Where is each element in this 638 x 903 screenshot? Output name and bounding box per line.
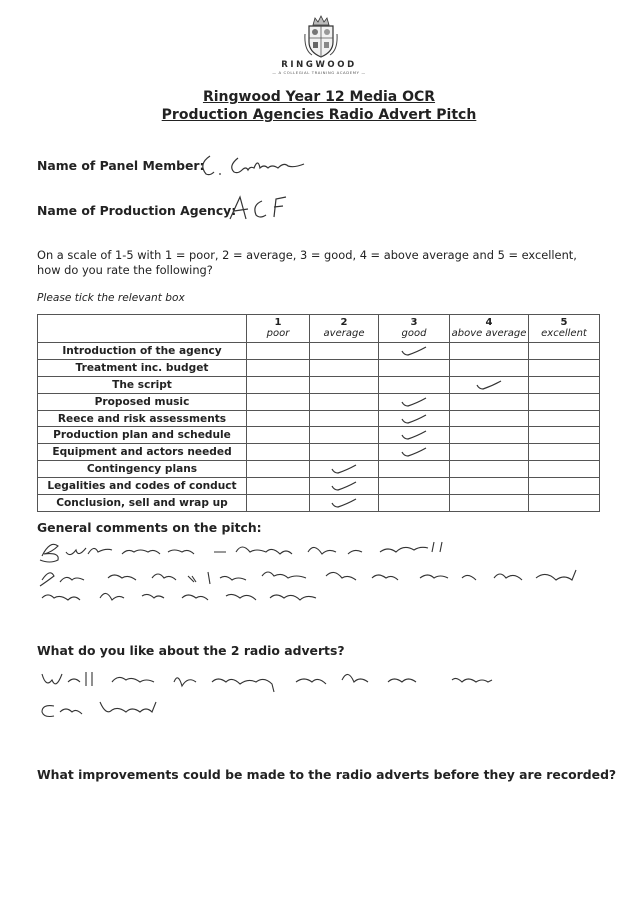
rating-cell-3[interactable] xyxy=(379,495,450,512)
rating-cell-3[interactable] xyxy=(379,461,450,478)
rating-row-label: Conclusion, sell and wrap up xyxy=(38,495,247,512)
rating-row xyxy=(38,444,600,461)
rating-cell-3[interactable] xyxy=(379,427,450,444)
rating-cell-5[interactable] xyxy=(529,343,600,360)
rating-cell-2[interactable] xyxy=(310,343,379,360)
rating-cell-3[interactable] xyxy=(379,444,450,461)
likes-heading: What do you like about the 2 radio adverts? xyxy=(37,643,345,658)
rating-cell-2[interactable] xyxy=(310,444,379,461)
rating-cell-2[interactable] xyxy=(310,410,379,427)
rating-cell-4[interactable] xyxy=(450,410,529,427)
rating-row-label: Introduction of the agency xyxy=(38,343,247,360)
rating-cell-1[interactable] xyxy=(247,495,310,512)
checkmark-icon xyxy=(329,496,359,510)
rating-cell-2[interactable] xyxy=(310,393,379,410)
rating-row-label: Contingency plans xyxy=(38,461,247,478)
rating-row xyxy=(38,478,600,495)
rating-row xyxy=(38,461,600,478)
header-col-4: 4 above average xyxy=(450,315,529,343)
rating-cell-4[interactable] xyxy=(450,461,529,478)
rating-cell-4[interactable] xyxy=(450,427,529,444)
rating-row-label: Production plan and schedule xyxy=(38,427,247,444)
rating-cell-4[interactable] xyxy=(450,359,529,376)
improvements-heading: What improvements could be made to the radio adverts before they are recorded? xyxy=(37,767,617,782)
checkmark-icon xyxy=(399,445,429,459)
rating-cell-3[interactable] xyxy=(379,343,450,360)
general-comments-heading: General comments on the pitch: xyxy=(37,520,262,535)
rating-cell-2[interactable] xyxy=(310,478,379,495)
rating-header-row xyxy=(38,315,600,343)
rating-cell-1[interactable] xyxy=(247,461,310,478)
rating-cell-3[interactable] xyxy=(379,376,450,393)
rating-cell-5[interactable] xyxy=(529,376,600,393)
school-tagline: — A COLLEGIAL TRAINING ACADEMY — xyxy=(272,70,366,75)
rating-cell-5[interactable] xyxy=(529,393,600,410)
rating-row-label: Proposed music xyxy=(38,393,247,410)
checkmark-icon xyxy=(399,412,429,426)
rating-cell-2[interactable] xyxy=(310,427,379,444)
rating-cell-1[interactable] xyxy=(247,359,310,376)
tick-instruction: Please tick the relevant box xyxy=(37,292,185,304)
checkmark-icon xyxy=(329,479,359,493)
header-col-1: 1 poor xyxy=(247,315,310,343)
header-col-3: 3 good xyxy=(379,315,450,343)
checkmark-icon xyxy=(474,378,504,392)
rating-cell-3[interactable] xyxy=(379,410,450,427)
rating-cell-1[interactable] xyxy=(247,478,310,495)
rating-cell-5[interactable] xyxy=(529,410,600,427)
likes-handwriting xyxy=(36,666,516,726)
rating-cell-5[interactable] xyxy=(529,478,600,495)
rating-cell-1[interactable] xyxy=(247,444,310,461)
rating-cell-5[interactable] xyxy=(529,427,600,444)
rating-row xyxy=(38,410,600,427)
rating-table xyxy=(37,314,600,512)
rating-row-label: The script xyxy=(38,376,247,393)
rating-cell-3[interactable] xyxy=(379,393,450,410)
form-subtitle: Production Agencies Radio Advert Pitch xyxy=(161,107,477,123)
rating-table-body xyxy=(38,343,600,512)
rating-row-label: Treatment inc. budget xyxy=(38,359,247,376)
rating-cell-5[interactable] xyxy=(529,444,600,461)
checkmark-icon xyxy=(399,395,429,409)
checkmark-icon xyxy=(399,428,429,442)
rating-cell-4[interactable] xyxy=(450,393,529,410)
rating-cell-2[interactable] xyxy=(310,376,379,393)
header-blank-cell xyxy=(38,315,247,343)
rating-cell-5[interactable] xyxy=(529,359,600,376)
rating-row xyxy=(38,359,600,376)
rating-cell-1[interactable] xyxy=(247,393,310,410)
rating-cell-1[interactable] xyxy=(247,376,310,393)
rating-cell-5[interactable] xyxy=(529,461,600,478)
rating-cell-2[interactable] xyxy=(310,359,379,376)
scale-instruction-line1: On a scale of 1-5 with 1 = poor, 2 = average, 3 = good, 4 = above average and 5 = excellent, xyxy=(37,248,577,262)
rating-cell-4[interactable] xyxy=(450,444,529,461)
rating-cell-1[interactable] xyxy=(247,343,310,360)
school-name: RINGWOOD xyxy=(281,60,357,70)
checkmark-icon xyxy=(399,344,429,358)
rating-cell-4[interactable] xyxy=(450,478,529,495)
rating-row xyxy=(38,376,600,393)
rating-cell-1[interactable] xyxy=(247,410,310,427)
rating-row-label: Reece and risk assessments xyxy=(38,410,247,427)
checkmark-icon xyxy=(329,462,359,476)
rating-row xyxy=(38,393,600,410)
rating-cell-1[interactable] xyxy=(247,427,310,444)
rating-cell-3[interactable] xyxy=(379,478,450,495)
rating-cell-4[interactable] xyxy=(450,495,529,512)
rating-cell-4[interactable] xyxy=(450,376,529,393)
rating-row xyxy=(38,495,600,512)
agency-label: Name of Production Agency: xyxy=(37,203,237,218)
rating-row xyxy=(38,427,600,444)
rating-cell-4[interactable] xyxy=(450,343,529,360)
rating-row-label: Equipment and actors needed xyxy=(38,444,247,461)
header-col-5: 5 excellent xyxy=(529,315,600,343)
rating-cell-2[interactable] xyxy=(310,495,379,512)
rating-cell-5[interactable] xyxy=(529,495,600,512)
rating-cell-2[interactable] xyxy=(310,461,379,478)
school-crest-logo xyxy=(304,14,338,58)
form-title: Ringwood Year 12 Media OCR xyxy=(202,89,436,105)
rating-row-label: Legalities and codes of conduct xyxy=(38,478,247,495)
rating-cell-3[interactable] xyxy=(379,359,450,376)
agency-handwritten xyxy=(228,193,288,223)
scale-instruction-line2: how do you rate the following? xyxy=(37,263,213,277)
general-comments-handwriting xyxy=(36,538,596,610)
panel-member-signature xyxy=(198,150,318,182)
header-col-2: 2 average xyxy=(310,315,379,343)
panel-member-label: Name of Panel Member: xyxy=(37,158,205,173)
rating-row xyxy=(38,343,600,360)
